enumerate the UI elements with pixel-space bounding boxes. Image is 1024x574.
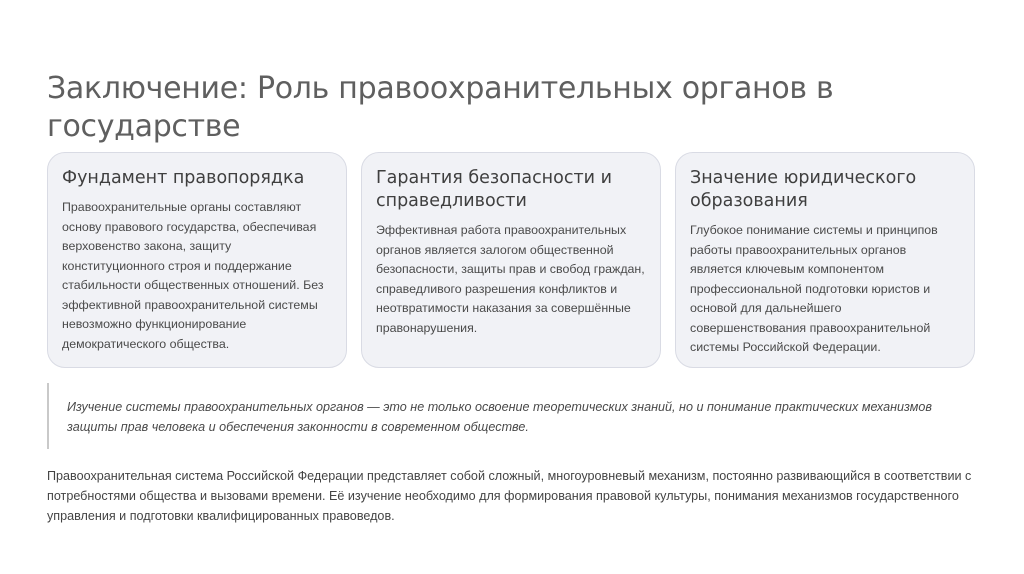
- card-title: Фундамент правопорядка: [62, 168, 305, 188]
- summary-paragraph: Правоохранительная система Российской Федерации представляет собой сложный, многоуровневый механизм, постоянно развивающийся в соответствии с потребностями общества и вызовами времени. Её изучение необходимо для формирования правовой культуры, понимания механизмов государственного управления и подготовки квалифицированных правоведов.: [47, 469, 972, 523]
- card-text: Правоохранительные органы составляют основу правового государства, обеспечивая верховенство закона, защиту конституционного строя и поддержание стабильности общественных отношений. Без эффективной правоохранительной системы невозможно функционирование демократического общества.: [62, 200, 324, 351]
- card-text: Глубокое понимание системы и принципов работы правоохранительных органов является ключевым компонентом профессиональной подготовки юристов и основой для дальнейшего совершенствования правоохранительной системы Российской Федерации.: [690, 223, 938, 354]
- card-title: Значение юридического образования: [690, 168, 917, 211]
- cards-row: [47, 152, 977, 370]
- card-title: Гарантия безопасности и справедливости: [376, 168, 612, 211]
- quote-text: Изучение системы правоохранительных органов — это не только освоение теоретических знаний, но и понимание практических механизмов защиты прав человека и обеспечения законности в современном обществе.: [67, 400, 932, 434]
- card-education: [675, 152, 975, 368]
- card-foundation: [47, 152, 347, 368]
- quote-block: [47, 383, 977, 449]
- slide-title: Заключение: Роль правоохранительных органов в государстве: [47, 71, 834, 145]
- card-guarantee: [361, 152, 661, 368]
- card-text: Эффективная работа правоохранительных органов является залогом общественной безопасности, защиты прав и свобод граждан, справедливого разрешения конфликтов и неотвратимости наказания за совершённые правонарушения.: [376, 223, 645, 335]
